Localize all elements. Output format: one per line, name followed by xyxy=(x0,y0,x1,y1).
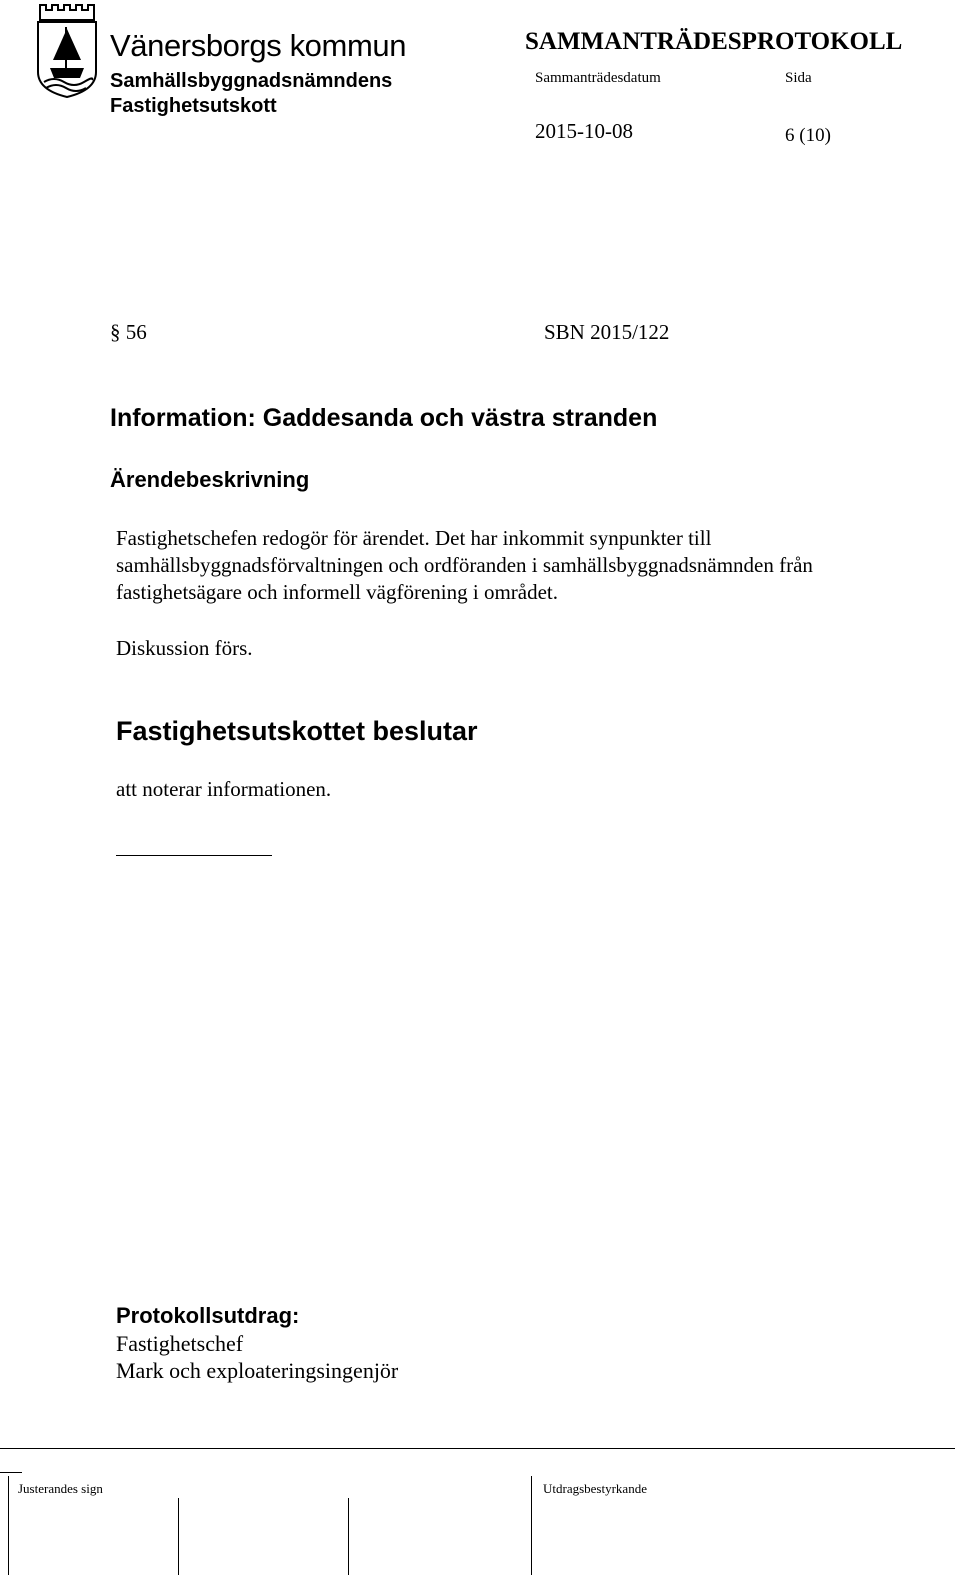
signature-box-border xyxy=(178,1498,179,1575)
adjuster-signature-label: Justerandes sign xyxy=(18,1481,103,1496)
municipal-logo-icon xyxy=(36,2,98,98)
signature-box-border xyxy=(8,1476,9,1575)
meeting-date: 2015-10-08 xyxy=(535,119,633,143)
organization-name: Vänersborgs kommun xyxy=(110,28,407,63)
footer-top-divider xyxy=(0,1448,955,1449)
footer-short-divider xyxy=(0,1472,22,1473)
item-title: Information: Gaddesanda och västra stranden xyxy=(110,404,658,432)
paragraph-number: § 56 xyxy=(110,320,147,344)
committee-name: Fastighetsutskott xyxy=(110,95,277,117)
extract-recipient: Mark och exploateringsingenjör xyxy=(116,1358,399,1383)
section-end-divider xyxy=(116,855,272,856)
case-number: SBN 2015/122 xyxy=(544,320,670,344)
description-line: fastighetsägare och informell vägförening i området. xyxy=(116,580,559,604)
extract-recipient: Fastighetschef xyxy=(116,1331,244,1356)
page-label: Sida xyxy=(785,70,812,86)
decision-heading: Fastighetsutskottet beslutar xyxy=(116,716,478,746)
decision-text: att noterar informationen. xyxy=(116,777,332,801)
signature-box-border xyxy=(531,1476,532,1575)
description-line: samhällsbyggnadsförvaltningen och ordföranden i samhällsbyggnadsnämnden från xyxy=(116,553,813,577)
signature-box-border xyxy=(348,1498,349,1575)
page-number: 6 (10) xyxy=(785,125,831,146)
protocol-extract-heading: Protokollsutdrag: xyxy=(116,1303,300,1328)
discussion-line: Diskussion förs. xyxy=(116,636,253,660)
meeting-date-label: Sammanträdesdatum xyxy=(535,70,661,86)
board-name: Samhällsbyggnadsnämndens xyxy=(110,70,393,92)
description-line: Fastighetschefen redogör för ärendet. Det har inkommit synpunkter till xyxy=(116,526,712,550)
extract-certification-label: Utdragsbestyrkande xyxy=(543,1481,647,1496)
document-type: SAMMANTRÄDESPROTOKOLL xyxy=(525,28,903,55)
description-heading: Ärendebeskrivning xyxy=(110,467,310,492)
